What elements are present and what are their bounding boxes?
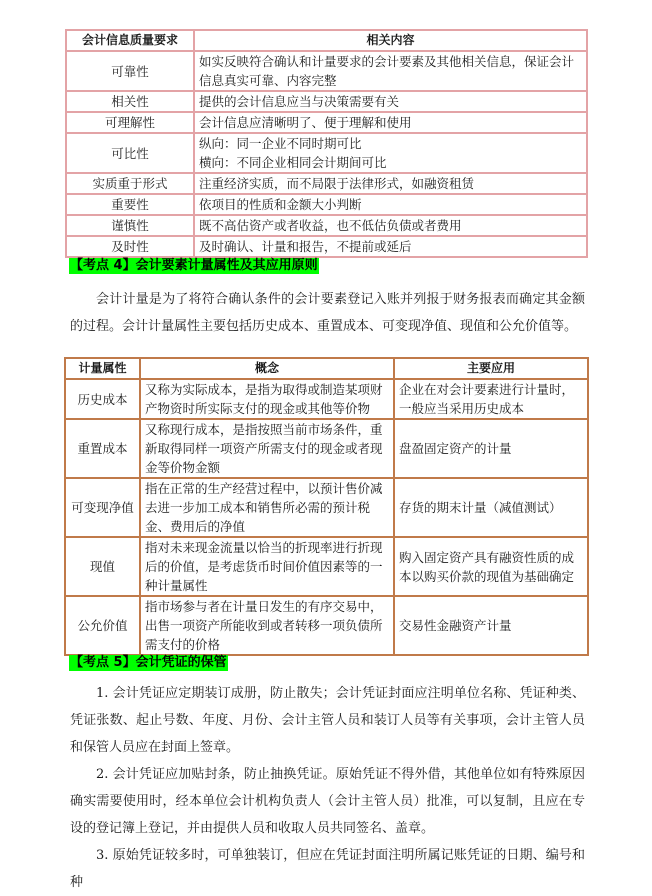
quality-requirements-table — [65, 29, 588, 258]
measurement-attributes-table — [64, 357, 589, 656]
attribute-cell: 现值 — [65, 537, 140, 596]
concept-cell: 指在正常的生产经营过程中，以预计售价减去进一步加工成本和销售所必需的预计税金、费用后的净值 — [140, 478, 394, 537]
section-5-heading: 【考点 5】会计凭证的保管 — [70, 655, 227, 670]
table-row — [66, 91, 587, 112]
application-cell: 盘盈固定资产的计量 — [394, 419, 588, 478]
table-header-row — [65, 358, 588, 379]
content-line: 横向：不同企业相同会计期间可比 — [199, 155, 387, 170]
section-4-intro: 会计计量是为了将符合确认条件的会计要素登记入账并列报于财务报表而确定其金额的过程。会计计量属性主要包括历史成本、重置成本、可变现净值、现值和公允价值等。 — [70, 292, 585, 334]
content-cell: 注重经济实质，而不局限于法律形式，如融资租赁 — [194, 173, 587, 194]
application-cell: 交易性金融资产计量 — [394, 596, 588, 655]
application-cell: 购入固定资产具有融资性质的成本以购买价款的现值为基础确定 — [394, 537, 588, 596]
table-row — [66, 215, 587, 236]
section-5-paragraph-3: 3. 原始凭证较多时，可单独装订，但应在凭证封面注明所属记账凭证的日期、编号和种 — [70, 848, 585, 890]
requirement-cell: 可比性 — [66, 133, 194, 173]
column-header-content: 相关内容 — [194, 30, 587, 51]
concept-cell: 指市场参与者在计量日发生的有序交易中，出售一项资产所能收到或者转移一项负债所需支付的价格 — [140, 596, 394, 655]
content-cell: 依项目的性质和金额大小判断 — [194, 194, 587, 215]
attribute-cell: 公允价值 — [65, 596, 140, 655]
content-cell: 及时确认、计量和报告，不提前或延后 — [194, 236, 587, 257]
requirement-cell: 实质重于形式 — [66, 173, 194, 194]
requirement-cell: 相关性 — [66, 91, 194, 112]
concept-cell: 指对未来现金流量以恰当的折现率进行折现后的价值，是考虑货币时间价值因素等的一种计量属性 — [140, 537, 394, 596]
table-row — [65, 596, 588, 655]
concept-cell: 又称为实际成本，是指为取得或制造某项财产物资时所实际支付的现金或其他等价物 — [140, 379, 394, 419]
content-line: 纵向：同一企业不同时期可比 — [199, 136, 362, 151]
concept-cell: 又称现行成本，是指按照当前市场条件，重新取得同样一项资产所需支付的现金或者现金等价物金额 — [140, 419, 394, 478]
table-row — [66, 112, 587, 133]
requirement-cell: 重要性 — [66, 194, 194, 215]
requirement-cell: 可靠性 — [66, 51, 194, 91]
table-row — [66, 51, 587, 91]
content-cell: 提供的会计信息应当与决策需要有关 — [194, 91, 587, 112]
table-row — [65, 419, 588, 478]
table-row — [66, 194, 587, 215]
content-cell — [194, 133, 587, 173]
table-row — [65, 537, 588, 596]
column-header-concept: 概念 — [140, 358, 394, 379]
content-cell: 会计信息应清晰明了、便于理解和使用 — [194, 112, 587, 133]
table-row — [65, 478, 588, 537]
column-header-attribute: 计量属性 — [65, 358, 140, 379]
attribute-cell: 可变现净值 — [65, 478, 140, 537]
table-row — [66, 133, 587, 173]
application-cell: 企业在对会计要素进行计量时，一般应当采用历史成本 — [394, 379, 588, 419]
requirement-cell: 及时性 — [66, 236, 194, 257]
requirement-cell: 谨慎性 — [66, 215, 194, 236]
column-header-application: 主要应用 — [394, 358, 588, 379]
content-cell: 如实反映符合确认和计量要求的会计要素及其他相关信息，保证会计信息真实可靠、内容完整 — [194, 51, 587, 91]
section-4-heading: 【考点 4】会计要素计量属性及其应用原则 — [70, 258, 318, 273]
section-5-paragraph-2: 2. 会计凭证应加贴封条，防止抽换凭证。原始凭证不得外借，其他单位如有特殊原因确实需要使用时，经本单位会计机构负责人（会计主管人员）批准，可以复制，且应在专设的登记簿上登记，并由提供人员和收取人员共同签名、盖章。 — [70, 767, 585, 836]
application-cell: 存货的期末计量（减值测试） — [394, 478, 588, 537]
table-header-row — [66, 30, 587, 51]
content-cell: 既不高估资产或者收益，也不低估负债或者费用 — [194, 215, 587, 236]
requirement-cell: 可理解性 — [66, 112, 194, 133]
table-row — [65, 379, 588, 419]
table-row — [66, 236, 587, 257]
column-header-requirement: 会计信息质量要求 — [66, 30, 194, 51]
attribute-cell: 重置成本 — [65, 419, 140, 478]
section-5-paragraph-1: 1. 会计凭证应定期装订成册，防止散失；会计凭证封面应注明单位名称、凭证种类、凭证张数、起止号数、年度、月份、会计主管人员和装订人员等有关事项，会计主管人员和保管人员应在封面上签章。 — [70, 686, 585, 755]
attribute-cell: 历史成本 — [65, 379, 140, 419]
table-row — [66, 173, 587, 194]
